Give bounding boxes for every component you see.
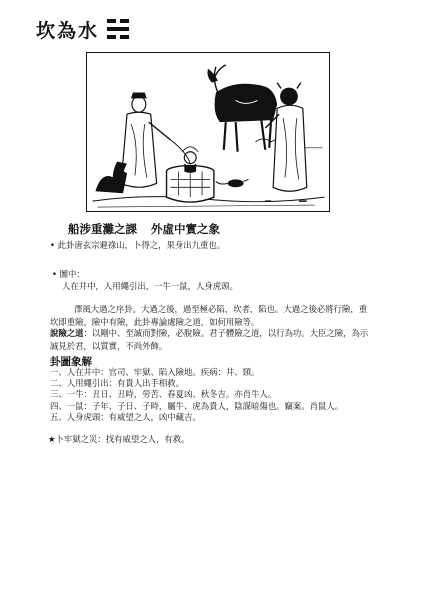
lesson-title-right: 外虛中實之象 xyxy=(151,222,220,236)
kan-trigram-icon xyxy=(107,19,129,39)
lesson-title-left: 船涉重灘之課 xyxy=(68,222,137,236)
hexagram-title: 坎為水 xyxy=(36,19,100,42)
image-note-text: 人在井中，人用繩引出，一牛一鼠，人身虎頭。 xyxy=(62,281,238,291)
paragraph-danger-method xyxy=(50,327,374,352)
title-row xyxy=(36,16,129,42)
ox-figure xyxy=(208,65,278,152)
lesson-title xyxy=(68,221,220,237)
danger-method-label: 說險之道 xyxy=(50,328,84,338)
section-heading: 卦圖象解 xyxy=(50,356,92,368)
image-note-bullet: • 圖中： xyxy=(52,269,85,279)
image-note-heading: 圖中： xyxy=(59,269,85,279)
list-item: 二、人用繩引出：有貴人出手相救。 xyxy=(50,378,184,389)
danger-method-text: ：以剛中、至誠而對險，必脫險。君子體險之道，以行為功。大臣之險，為示誠見於君，以質實，不尚外飾。 xyxy=(50,328,369,351)
well xyxy=(167,147,214,202)
paragraph-sequence: 澤風大過之序卦。大過之後，過至極必陷，坎者，陷也。大過之後必將行險，重坎即重險，險中有險，此卦專論處險之道，如何用險等。 xyxy=(50,304,368,327)
rat-figure xyxy=(216,179,249,187)
intro-bullet: • 此卦唐玄宗避祿山，卜得之，果身出九重也。 xyxy=(50,240,226,250)
intro-text: 此卦唐玄宗避祿山，卜得之，果身出九重也。 xyxy=(57,240,226,250)
woodcut-illustration xyxy=(86,52,330,212)
interpretation-list xyxy=(50,367,380,423)
list-item: 五、人身虎頭：有威望之人，凶中藏吉。 xyxy=(50,411,201,422)
list-item: 三、一牛：丑日、丑時，勞苦、春夏凶、秋冬吉。亦肖牛人。 xyxy=(50,389,277,400)
woodcut-illustration-icon xyxy=(87,53,329,211)
list-item: 四、一鼠：子年、子日、子時，屬牛、虎為貴人，陰謀暗傷也。竊案。肖鼠人。 xyxy=(50,400,344,411)
star-note: ★卜牢獄之災：找有威望之人，有救。 xyxy=(48,434,190,444)
list-item: 一、人在井中：官司、牢獄、陷入險地。疾病：井、頸。 xyxy=(50,367,260,377)
